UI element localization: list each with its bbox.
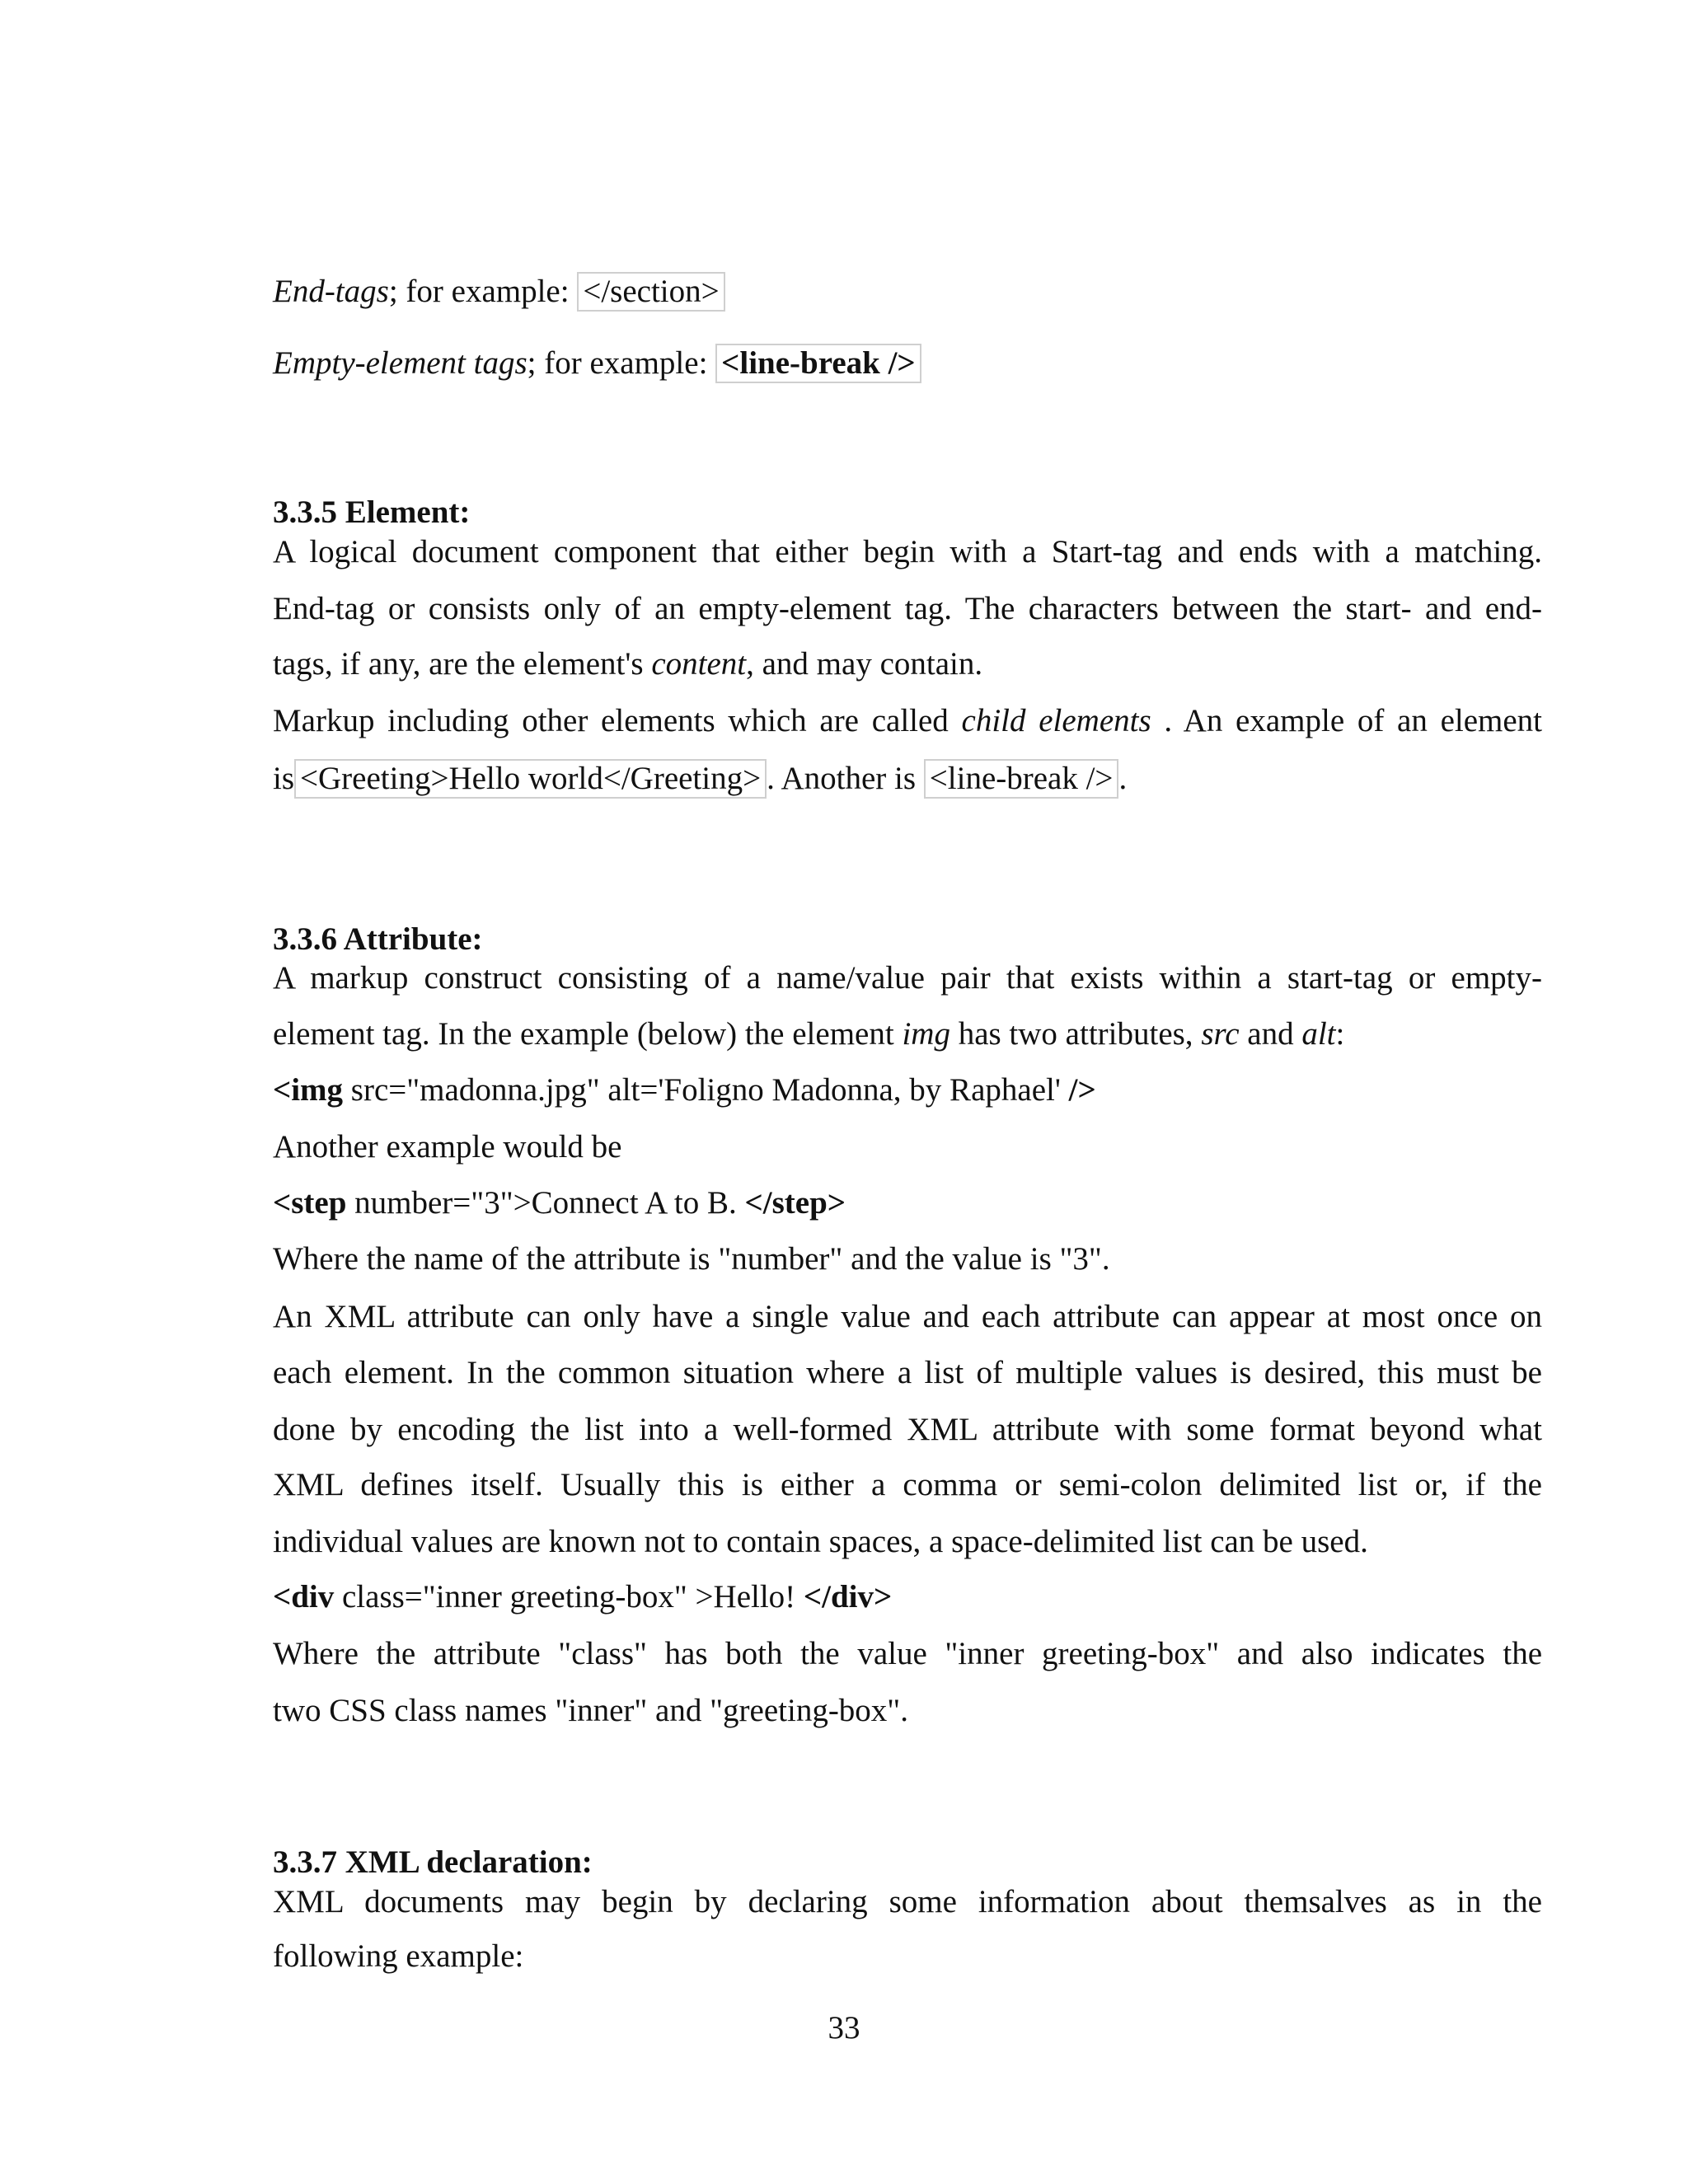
element-p2-line1 [273, 701, 1542, 741]
attribute-line2-d: : [1335, 1016, 1345, 1052]
empty-tags-line [273, 344, 1542, 383]
attribute-line8: each element. In the common situation where a list of multiple values is desired, this must be [273, 1355, 1542, 1390]
attribute-line14: two CSS class names "inner" and "greeting-box". [273, 1693, 908, 1728]
line-break-example: <line-break /> [924, 759, 1119, 799]
element-p1-line1: A logical document component that either begin with a Start-tag and ends with a matching. [273, 534, 1542, 569]
attribute-line2-c: and [1247, 1016, 1294, 1052]
attribute-line2-b: has two attributes, [958, 1016, 1193, 1052]
element-p1-line3-b: , and may contain. [746, 646, 983, 682]
element-p2-line2-c: . [1118, 761, 1128, 796]
element-p1-line3-a: tags, if any, are the element's [273, 646, 644, 682]
step-code-line [273, 1183, 1542, 1223]
step-code-tag: <step [273, 1185, 347, 1221]
img-code-attrs: src="madonna.jpg" alt='Foligno Madonna, by Raphael' [343, 1072, 1061, 1108]
attribute-line4: Another example would be [273, 1129, 622, 1165]
img-term: img [902, 1016, 950, 1052]
element-heading: 3.3.5 Element: [273, 494, 471, 530]
attribute-line9: done by encoding the list into a well-formed XML attribute with some format beyond what [273, 1412, 1542, 1447]
step-code-end: </step> [736, 1185, 846, 1221]
greeting-example: <Greeting>Hello world</Greeting> [294, 759, 767, 799]
child-elements-term: child elements [961, 703, 1151, 738]
attribute-line7: An XML attribute can only have a single value and each attribute can appear at most once on [273, 1299, 1542, 1334]
element-content-term: content [651, 646, 747, 682]
xml-declaration-line2: following example: [273, 1938, 524, 1974]
img-code-end: /> [1060, 1072, 1096, 1108]
div-code-end: </div> [795, 1579, 893, 1615]
attribute-line2 [273, 1015, 1542, 1054]
attribute-line2-a: element tag. In the example (below) the element [273, 1016, 894, 1052]
end-tags-term: End-tags [273, 274, 389, 309]
end-tags-example: </section> [577, 272, 724, 312]
attribute-line13: Where the attribute "class" has both the value "inner greeting-box" and also indicates the [273, 1636, 1542, 1671]
xml-declaration-line1: XML documents may begin by declaring some information about themsalves as in the [273, 1884, 1542, 1919]
src-term: src [1201, 1016, 1240, 1052]
img-code-tag: <img [273, 1072, 344, 1108]
element-p1-line3 [273, 644, 1542, 684]
element-p2-line1-a: Markup including other elements which are called [273, 703, 949, 738]
end-tags-line [273, 272, 1542, 312]
alt-term: alt [1301, 1016, 1336, 1052]
element-p2-line1-b: . An example of an element [1164, 703, 1543, 738]
empty-tags-example: <line-break /> [715, 344, 921, 383]
img-code-line [273, 1071, 1542, 1110]
page-number: 33 [828, 2010, 860, 2046]
attribute-line11: individual values are known not to contain spaces, a space-delimited list can be used. [273, 1524, 1368, 1559]
end-tags-text: ; for example: [388, 274, 570, 309]
div-code-tag: <div [273, 1579, 335, 1615]
element-p2-line2-a: is [273, 761, 295, 796]
div-code-line [273, 1577, 1542, 1617]
element-p2-line2-b: . Another is [767, 761, 917, 796]
attribute-line10: XML defines itself. Usually this is either a comma or semi-colon delimited list or, if the [273, 1467, 1542, 1502]
attribute-line1: A markup construct consisting of a name/value pair that exists within a start-tag or empty- [273, 960, 1542, 996]
element-p1-line2: End-tag or consists only of an empty-element tag. The characters between the start- and end- [273, 591, 1542, 626]
empty-tags-text: ; for example: [527, 345, 708, 381]
element-p2-line2 [273, 759, 1542, 799]
empty-tags-term: Empty-element tags [273, 345, 528, 381]
xml-declaration-heading: 3.3.7 XML declaration: [273, 1844, 593, 1880]
attribute-heading: 3.3.6 Attribute: [273, 921, 483, 957]
attribute-line6: Where the name of the attribute is "number" and the value is "3". [273, 1241, 1110, 1277]
div-code-mid: class="inner greeting-box" >Hello! [334, 1579, 796, 1615]
step-code-mid: number="3">Connect A to B. [346, 1185, 737, 1221]
